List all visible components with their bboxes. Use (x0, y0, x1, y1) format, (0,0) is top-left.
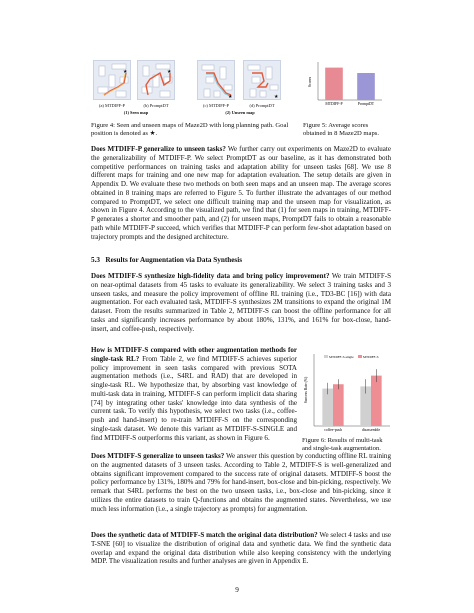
paragraph-distribution (91, 531, 391, 566)
x-tick-label: disassemble (361, 428, 381, 432)
x-tick-label: coffee-push (324, 428, 342, 432)
figure-4-caption: Figure 4: Seen and unseen maps of Maze2D with long planning path. Goal position is denoted as ★. (91, 122, 289, 137)
section-number: 5.3 (91, 256, 100, 264)
svg-text:★: ★ (228, 95, 233, 100)
svg-text:★: ★ (274, 95, 279, 100)
x-tick-label: MTDIFF-P (325, 102, 343, 106)
map-label: (d) PromptDT (249, 103, 275, 108)
maze-map-unseen-mtdiff (197, 60, 235, 100)
map-label: (c) MTDIFF-P (203, 103, 229, 108)
figure-5-caption: Figure 5: Average scores obtained in 8 Maze2D maps. (303, 122, 379, 137)
paragraph-unseen-tasks (91, 452, 391, 513)
maze-map-seen-promptdt (137, 60, 175, 100)
svg-text:★: ★ (123, 70, 128, 75)
paragraph-high-fidelity (91, 272, 391, 333)
y-axis-label: Scores (308, 76, 312, 88)
group-label-seen: (1) Seen map (123, 110, 149, 115)
paragraph-body: We select 4 tasks and use T-SNE [60] to visualize the distribution of original data and synthetic data. We find the synthetic data overlap and expand the original data distribution while also keeping consistency with the underlying MDP. The visualization results and further analyses are given in Appendix E. (91, 531, 392, 566)
maze-map-seen-mtdiff (93, 60, 131, 100)
legend-label: MTDIFF-S-single (329, 354, 354, 359)
x-tick-label: PromptDT (357, 102, 375, 106)
paragraph-body: We answer this question by conducting offline RL training on the augmented datasets of 3 unseen tasks. According to Table 2, MTDIFF-S is well-generalized and obtains significant improvement compared to the success rate of original datasets. MTDIFF-S boost the policy performance by 131%, 180% and 79% for hand-insert, box-close and bin-picking, respectively. We remark that S4RL performs the best on the two unseen tasks, i.e., box-close and bin-picking, since it utilizes the entire datasets to train Q-functions and obtains the augmented states. Nevertheless, we use much less information (i.e., a single trajectory as prompts) for augmentation. (91, 452, 391, 513)
paragraph-lead: Does MTDIFF-P generalize to unseen tasks? (91, 145, 226, 153)
legend-label: MTDIFF-S (363, 354, 379, 359)
paragraph-maze-generalization (91, 145, 391, 241)
svg-text:★: ★ (167, 70, 172, 75)
paragraph-body: From Table 2, we find MTDIFF-S achieves superior policy improvement in seen tasks compared with previous SOTA augmentation methods (i.e., S4RL and RAD) that are developed in single-task RL. We hypothesize that, by absorbing vast knowledge of multi-task data in training, MTDIFF-S can perform implicit data sharing [74] by integrating other tasks' knowledge into data synthesis of the current task. To verify this hypothesis, we select two tasks (i.e., coffee-push and hand-insert) to re-train MTDIFF-S on the corresponding single-task dataset. We denote this variant as MTDIFF-S-SINGLE and find MTDIFF-S outperforms this variant, as shown in Figure 6. (91, 354, 297, 442)
paragraph-lead: Does MTDIFF-S synthesize high-fidelity data and bring policy improvement? (91, 272, 330, 280)
figure-5-chart (306, 60, 386, 112)
paragraph-lead: Does MTDIFF-S generalize to unseen tasks? (91, 452, 225, 460)
map-label: (a) MTDIFF-P (99, 103, 125, 108)
paragraph-body: We further carry out experiments on Maze2D to evaluate the generalizability of MTDIFF-P. We select PromptDT as our baseline, as it has demonstrated both competitive performances on training tasks and adaptation ability for unseen tasks [68]. We use 8 different maps for training and one new map for adaptation evaluation. The setup details are given in Appendix D. We evaluate these two methods on both seen maps and an unseen map. The average scores obtained in 8 training maps are referred to Figure 5. To further illustrate the advantages of our method compared to PromptDT, we select one difficult training map and the unseen map for visualization, as shown in Figure 4. According to the visualized path, we find that (1) for seen maps in training, MTDIFF-P generates a shorter and smoother path, and (2) for unseen maps, PromptDT fails to obtain a reasonable path while MTDIFF-P succeed, which verifies that MTDIFF-P can perform few-shot adaptation based on trajectory prompts and the designed architecture. (91, 145, 391, 241)
section-title: Results for Augmentation via Data Synthesis (105, 256, 243, 264)
figure-6-caption: Figure 6: Results of multi-task and single-task augmentation. (302, 437, 383, 452)
legend-swatch (358, 355, 362, 358)
y-axis-label: Success Rate (%) (304, 376, 308, 404)
paragraph-body: We train MTDIFF-S on near-optimal datasets from 45 tasks to evaluate its generalizability. We select 3 training tasks and 3 unseen tasks, and measure the policy improvement of offline RL training (i.e., TD3-BC [16]) with data augmentation. For each evaluated task, MTDIFF-S synthesizes 2M transitions to expand the original 1M dataset. From the results summarized in Table 2, MTDIFF-S can boost the offline performance for all tasks and significantly increases performance by about 180%, 131%, and 161% for box-close, hand-insert, and coffee-push, respectively. (91, 272, 392, 333)
paragraph-lead: How is MTDIFF-S compared with other augmentation methods for single-task RL? (91, 346, 297, 363)
paragraph-augmentation-comparison (91, 346, 297, 442)
page-number: 9 (235, 586, 239, 594)
bar (325, 68, 343, 100)
group-label-unseen: (2) Unseen map (225, 110, 255, 115)
bar (333, 384, 344, 426)
maze-map-unseen-promptdt (243, 60, 281, 100)
figure-6-chart (302, 346, 392, 434)
map-label: (b) PromptDT (143, 103, 169, 108)
section-heading (91, 256, 242, 264)
paragraph-lead: Does the synthetic data of MTDIFF-S match the original data distribution? (91, 531, 318, 539)
bar (357, 73, 375, 100)
bar (371, 376, 382, 426)
legend-swatch (324, 355, 328, 358)
